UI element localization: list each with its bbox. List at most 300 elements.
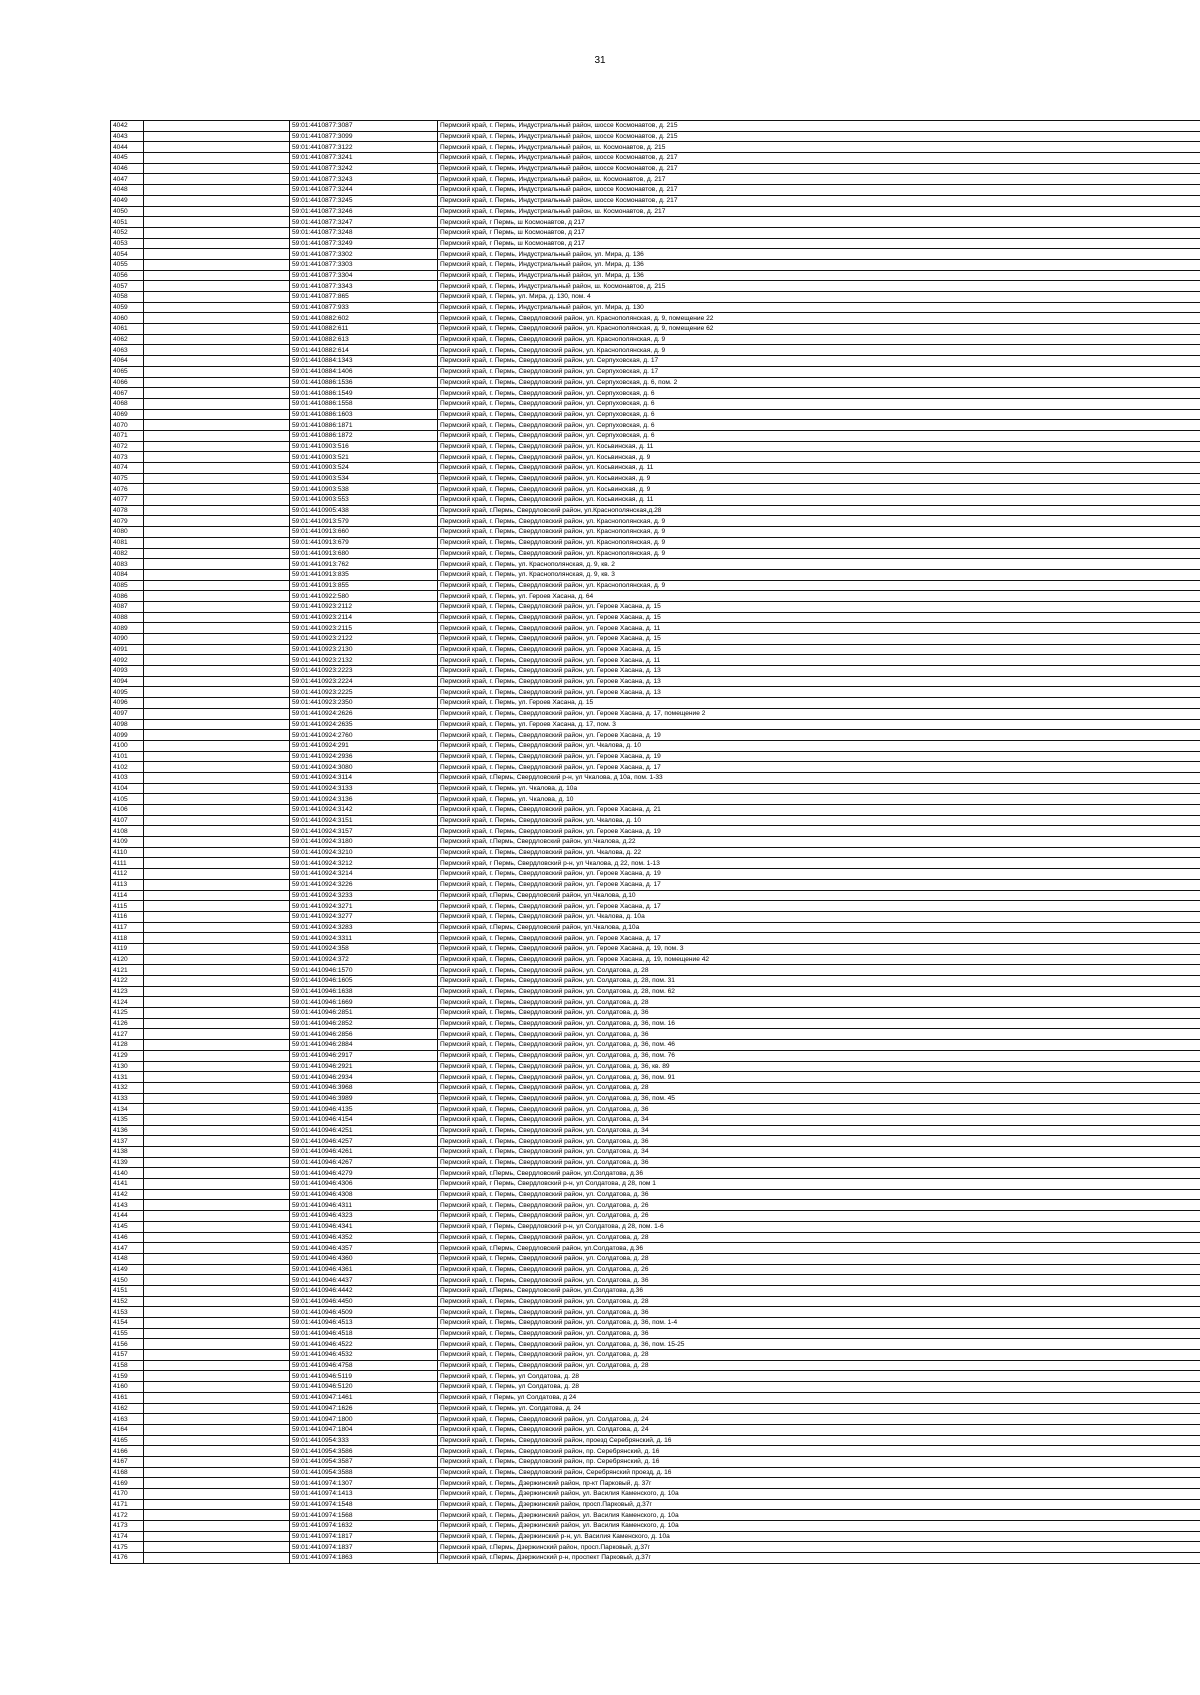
table-row bbox=[111, 986, 1200, 997]
row-number: 4122 bbox=[111, 976, 144, 987]
address: Пермский край, г. Пермь, Свердловский район, ул. Героев Хасана, д. 15 bbox=[438, 644, 1200, 655]
cadastral-number: 59:01:4410913:835 bbox=[290, 569, 438, 580]
table-row bbox=[111, 430, 1200, 441]
empty-cell bbox=[144, 281, 290, 292]
address: Пермский край, г. Пермь, Индустриальный район, ш. Космонавтов, д. 215 bbox=[438, 142, 1200, 153]
row-number: 4163 bbox=[111, 1414, 144, 1425]
row-number: 4132 bbox=[111, 1082, 144, 1093]
cadastral-number: 59:01:4410947:1804 bbox=[290, 1424, 438, 1435]
table-row bbox=[111, 324, 1200, 335]
table-row bbox=[111, 794, 1200, 805]
cadastral-number: 59:01:4410924:3233 bbox=[290, 890, 438, 901]
address: Пермский край, г.Пермь, Свердловский район, ул.Солдатова, д.36 bbox=[438, 1168, 1200, 1179]
row-number: 4155 bbox=[111, 1328, 144, 1339]
table-row bbox=[111, 1072, 1200, 1083]
empty-cell bbox=[144, 1403, 290, 1414]
empty-cell bbox=[144, 1253, 290, 1264]
table-row bbox=[111, 976, 1200, 987]
row-number: 4069 bbox=[111, 409, 144, 420]
cadastral-number: 59:01:4410924:2936 bbox=[290, 751, 438, 762]
cadastral-number: 59:01:4410924:291 bbox=[290, 740, 438, 751]
cadastral-number: 59:01:4410924:3142 bbox=[290, 805, 438, 816]
row-number: 4111 bbox=[111, 858, 144, 869]
cadastral-number: 59:01:4410946:5120 bbox=[290, 1382, 438, 1393]
table-row bbox=[111, 1264, 1200, 1275]
empty-cell bbox=[144, 740, 290, 751]
row-number: 4055 bbox=[111, 259, 144, 270]
row-number: 4120 bbox=[111, 954, 144, 965]
row-number: 4052 bbox=[111, 227, 144, 238]
address: Пермский край, г. Пермь, Индустриальный район, шоссе Космонавтов, д. 217 bbox=[438, 163, 1200, 174]
empty-cell bbox=[144, 1072, 290, 1083]
row-number: 4065 bbox=[111, 366, 144, 377]
address: Пермский край, г Пермь, ш Космонавтов, д 217 bbox=[438, 217, 1200, 228]
address: Пермский край, г. Пермь, Индустриальный район, шоссе Космонавтов, д. 217 bbox=[438, 185, 1200, 196]
address: Пермский край, г. Пермь, Свердловский район, ул. Героев Хасана, д. 17, помещение 2 bbox=[438, 708, 1200, 719]
empty-cell bbox=[144, 388, 290, 399]
cadastral-number: 59:01:4410946:2851 bbox=[290, 1008, 438, 1019]
empty-cell bbox=[144, 805, 290, 816]
row-number: 4075 bbox=[111, 473, 144, 484]
row-number: 4104 bbox=[111, 783, 144, 794]
row-number: 4118 bbox=[111, 933, 144, 944]
address: Пермский край, г. Пермь, Дзержинский район, просп.Парковый, д.37г bbox=[438, 1499, 1200, 1510]
empty-cell bbox=[144, 259, 290, 270]
cadastral-number: 59:01:4410924:3114 bbox=[290, 772, 438, 783]
address: Пермский край, г. Пермь, Индустриальный район, шоссе Космонавтов, д. 215 bbox=[438, 121, 1200, 132]
address: Пермский край, г. Пермь, Свердловский район, ул. Солдатова, д. 28 bbox=[438, 997, 1200, 1008]
row-number: 4049 bbox=[111, 195, 144, 206]
table-row bbox=[111, 441, 1200, 452]
cadastral-number: 59:01:4410946:4267 bbox=[290, 1157, 438, 1168]
address: Пермский край, г. Пермь, Индустриальный район, ш. Космонавтов, д. 217 bbox=[438, 206, 1200, 217]
row-number: 4091 bbox=[111, 644, 144, 655]
table-row bbox=[111, 1478, 1200, 1489]
cadastral-number: 59:01:4410913:762 bbox=[290, 559, 438, 570]
empty-cell bbox=[144, 1328, 290, 1339]
table-row bbox=[111, 409, 1200, 420]
cadastral-number: 59:01:4410924:3214 bbox=[290, 869, 438, 880]
row-number: 4129 bbox=[111, 1050, 144, 1061]
cadastral-number: 59:01:4410877:3247 bbox=[290, 217, 438, 228]
row-number: 4068 bbox=[111, 398, 144, 409]
address: Пермский край, г. Пермь, Свердловский район, ул. Солдатова, д. 28 bbox=[438, 1350, 1200, 1361]
empty-cell bbox=[144, 1456, 290, 1467]
cadastral-number: 59:01:4410924:3271 bbox=[290, 901, 438, 912]
cadastral-number: 59:01:4410877:3122 bbox=[290, 142, 438, 153]
table-row bbox=[111, 1360, 1200, 1371]
address: Пермский край, г.Пермь, Свердловский район, ул.Чкалова, д.10 bbox=[438, 890, 1200, 901]
address: Пермский край, г. Пермь, Свердловский район, ул. Краснополянская, д. 9 bbox=[438, 548, 1200, 559]
table-row bbox=[111, 1136, 1200, 1147]
table-row bbox=[111, 1553, 1200, 1564]
empty-cell bbox=[144, 1382, 290, 1393]
table-row bbox=[111, 473, 1200, 484]
empty-cell bbox=[144, 441, 290, 452]
table-row bbox=[111, 388, 1200, 399]
address: Пермский край, г. Пермь, Свердловский район, ул. Героев Хасана, д. 19 bbox=[438, 826, 1200, 837]
row-number: 4147 bbox=[111, 1243, 144, 1254]
table-row bbox=[111, 623, 1200, 634]
table-row bbox=[111, 281, 1200, 292]
table-row bbox=[111, 495, 1200, 506]
row-number: 4172 bbox=[111, 1510, 144, 1521]
cadastral-number: 59:01:4410923:2112 bbox=[290, 601, 438, 612]
cadastral-number: 59:01:4410924:3283 bbox=[290, 922, 438, 933]
row-number: 4146 bbox=[111, 1232, 144, 1243]
row-number: 4062 bbox=[111, 334, 144, 345]
cadastral-number: 59:01:4410877:3243 bbox=[290, 174, 438, 185]
cadastral-number: 59:01:4410947:1800 bbox=[290, 1414, 438, 1425]
cadastral-number: 59:01:4410946:4450 bbox=[290, 1296, 438, 1307]
address: Пермский край, г. Пермь, Свердловский район, ул. Солдатова, д. 34 bbox=[438, 1147, 1200, 1158]
table-row bbox=[111, 591, 1200, 602]
cadastral-number: 59:01:4410974:1548 bbox=[290, 1499, 438, 1510]
row-number: 4099 bbox=[111, 730, 144, 741]
cadastral-register-table bbox=[110, 120, 1200, 1564]
address: Пермский край, г.Пермь, Дзержинский район, просп.Парковый, д.37г bbox=[438, 1542, 1200, 1553]
table-row bbox=[111, 195, 1200, 206]
address: Пермский край, г. Пермь, ул. Мира, д. 130, пом. 4 bbox=[438, 292, 1200, 303]
table-row bbox=[111, 1018, 1200, 1029]
empty-cell bbox=[144, 1307, 290, 1318]
empty-cell bbox=[144, 1179, 290, 1190]
row-number: 4071 bbox=[111, 430, 144, 441]
cadastral-number: 59:01:4410877:3244 bbox=[290, 185, 438, 196]
row-number: 4150 bbox=[111, 1275, 144, 1286]
row-number: 4164 bbox=[111, 1424, 144, 1435]
empty-cell bbox=[144, 270, 290, 281]
cadastral-number: 59:01:4410923:2130 bbox=[290, 644, 438, 655]
empty-cell bbox=[144, 1371, 290, 1382]
table-row bbox=[111, 890, 1200, 901]
cadastral-number: 59:01:4410923:2224 bbox=[290, 676, 438, 687]
row-number: 4050 bbox=[111, 206, 144, 217]
cadastral-number: 59:01:4410923:2350 bbox=[290, 698, 438, 709]
empty-cell bbox=[144, 292, 290, 303]
address: Пермский край, г. Пермь, Индустриальный район, шоссе Космонавтов, д. 217 bbox=[438, 153, 1200, 164]
cadastral-number: 59:01:4410877:3304 bbox=[290, 270, 438, 281]
row-number: 4130 bbox=[111, 1061, 144, 1072]
table-row bbox=[111, 1061, 1200, 1072]
cadastral-number: 59:01:4410946:4357 bbox=[290, 1243, 438, 1254]
table-row bbox=[111, 943, 1200, 954]
table-row bbox=[111, 826, 1200, 837]
cadastral-number: 59:01:4410877:3087 bbox=[290, 121, 438, 132]
empty-cell bbox=[144, 676, 290, 687]
row-number: 4103 bbox=[111, 772, 144, 783]
address: Пермский край, г. Пермь, Свердловский район, ул. Краснополянская, д. 9 bbox=[438, 527, 1200, 538]
empty-cell bbox=[144, 901, 290, 912]
address: Пермский край, г. Пермь, Свердловский район, ул. Солдатова, д. 24 bbox=[438, 1414, 1200, 1425]
row-number: 4161 bbox=[111, 1392, 144, 1403]
cadastral-number: 59:01:4410946:4513 bbox=[290, 1318, 438, 1329]
cadastral-number: 59:01:4410946:3989 bbox=[290, 1093, 438, 1104]
table-row bbox=[111, 698, 1200, 709]
address: Пермский край, г. Пермь, Индустриальный район, ул. Мира, д. 136 bbox=[438, 270, 1200, 281]
empty-cell bbox=[144, 1489, 290, 1500]
table-row bbox=[111, 131, 1200, 142]
address: Пермский край, г.Пермь, Свердловский район, ул.Солдатова, д.36 bbox=[438, 1243, 1200, 1254]
empty-cell bbox=[144, 847, 290, 858]
table-row bbox=[111, 516, 1200, 527]
address: Пермский край, г. Пермь, Свердловский район, ул. Краснополянская, д. 9 bbox=[438, 334, 1200, 345]
empty-cell bbox=[144, 922, 290, 933]
table-row bbox=[111, 933, 1200, 944]
cadastral-number: 59:01:4410946:4532 bbox=[290, 1350, 438, 1361]
cadastral-number: 59:01:4410882:602 bbox=[290, 313, 438, 324]
address: Пермский край, г. Пермь, Свердловский район, ул. Солдатова, д. 36, пом. 15-25 bbox=[438, 1339, 1200, 1350]
row-number: 4053 bbox=[111, 238, 144, 249]
row-number: 4173 bbox=[111, 1521, 144, 1532]
empty-cell bbox=[144, 366, 290, 377]
row-number: 4124 bbox=[111, 997, 144, 1008]
table-row bbox=[111, 676, 1200, 687]
row-number: 4114 bbox=[111, 890, 144, 901]
cadastral-number: 59:01:4410946:2852 bbox=[290, 1018, 438, 1029]
table-row bbox=[111, 238, 1200, 249]
cadastral-number: 59:01:4410974:1632 bbox=[290, 1521, 438, 1532]
table-row bbox=[111, 121, 1200, 132]
table-row bbox=[111, 997, 1200, 1008]
table-row bbox=[111, 452, 1200, 463]
row-number: 4143 bbox=[111, 1200, 144, 1211]
address: Пермский край, г.Пермь, Дзержинский р-н, проспект Парковый, д.37г bbox=[438, 1553, 1200, 1564]
empty-cell bbox=[144, 195, 290, 206]
address: Пермский край, г. Пермь, Свердловский район, ул. Героев Хасана, д. 17 bbox=[438, 879, 1200, 890]
table-row bbox=[111, 527, 1200, 538]
table-row bbox=[111, 1542, 1200, 1553]
address: Пермский край, г. Пермь, ул. Чкалова, д. 10 bbox=[438, 794, 1200, 805]
empty-cell bbox=[144, 569, 290, 580]
table-row bbox=[111, 1104, 1200, 1115]
row-number: 4090 bbox=[111, 634, 144, 645]
empty-cell bbox=[144, 943, 290, 954]
empty-cell bbox=[144, 1467, 290, 1478]
cadastral-number: 59:01:4410886:1603 bbox=[290, 409, 438, 420]
empty-cell bbox=[144, 1553, 290, 1564]
empty-cell bbox=[144, 698, 290, 709]
cadastral-number: 59:01:4410946:2856 bbox=[290, 1029, 438, 1040]
row-number: 4156 bbox=[111, 1339, 144, 1350]
table-row bbox=[111, 1371, 1200, 1382]
row-number: 4094 bbox=[111, 676, 144, 687]
cadastral-number: 59:01:4410903:553 bbox=[290, 495, 438, 506]
address: Пермский край, г. Пермь, Свердловский район, ул. Солдатова, д. 36, пом. 45 bbox=[438, 1093, 1200, 1104]
row-number: 4044 bbox=[111, 142, 144, 153]
row-number: 4176 bbox=[111, 1553, 144, 1564]
table-row bbox=[111, 580, 1200, 591]
table-row bbox=[111, 1040, 1200, 1051]
table-row bbox=[111, 1253, 1200, 1264]
cadastral-number: 59:01:4410882:611 bbox=[290, 324, 438, 335]
cadastral-number: 59:01:4410946:4308 bbox=[290, 1189, 438, 1200]
table-row bbox=[111, 270, 1200, 281]
row-number: 4072 bbox=[111, 441, 144, 452]
empty-cell bbox=[144, 495, 290, 506]
empty-cell bbox=[144, 249, 290, 260]
cadastral-number: 59:01:4410947:1626 bbox=[290, 1403, 438, 1414]
cadastral-number: 59:01:4410877:3099 bbox=[290, 131, 438, 142]
address: Пермский край, г. Пермь, ул. Чкалова, д. 10а bbox=[438, 783, 1200, 794]
table-row bbox=[111, 783, 1200, 794]
empty-cell bbox=[144, 377, 290, 388]
cadastral-number: 59:01:4410923:2225 bbox=[290, 687, 438, 698]
table-row bbox=[111, 1392, 1200, 1403]
cadastral-number: 59:01:4410946:4360 bbox=[290, 1253, 438, 1264]
cadastral-number: 59:01:4410913:579 bbox=[290, 516, 438, 527]
row-number: 4061 bbox=[111, 324, 144, 335]
row-number: 4097 bbox=[111, 708, 144, 719]
empty-cell bbox=[144, 1243, 290, 1254]
empty-cell bbox=[144, 324, 290, 335]
empty-cell bbox=[144, 1018, 290, 1029]
cadastral-number: 59:01:4410924:3136 bbox=[290, 794, 438, 805]
row-number: 4175 bbox=[111, 1542, 144, 1553]
address: Пермский край, г. Пермь, Свердловский район, ул. Серпуховская, д. 17 bbox=[438, 356, 1200, 367]
address: Пермский край, г. Пермь, Свердловский район, ул. Героев Хасана, д. 15 bbox=[438, 612, 1200, 623]
empty-cell bbox=[144, 153, 290, 164]
cadastral-number: 59:01:4410924:3212 bbox=[290, 858, 438, 869]
table-row bbox=[111, 815, 1200, 826]
row-number: 4078 bbox=[111, 505, 144, 516]
cadastral-number: 59:01:4410946:4154 bbox=[290, 1114, 438, 1125]
table-row bbox=[111, 345, 1200, 356]
address: Пермский край, г Пермь, ш Космонавтов, д 217 bbox=[438, 227, 1200, 238]
table-row bbox=[111, 708, 1200, 719]
cadastral-number: 59:01:4410923:2115 bbox=[290, 623, 438, 634]
empty-cell bbox=[144, 452, 290, 463]
table-row bbox=[111, 313, 1200, 324]
row-number: 4043 bbox=[111, 131, 144, 142]
table-row bbox=[111, 1435, 1200, 1446]
table-row bbox=[111, 1221, 1200, 1232]
empty-cell bbox=[144, 1125, 290, 1136]
cadastral-number: 59:01:4410877:3248 bbox=[290, 227, 438, 238]
table-row bbox=[111, 1189, 1200, 1200]
row-number: 4148 bbox=[111, 1253, 144, 1264]
cadastral-number: 59:01:4410946:2884 bbox=[290, 1040, 438, 1051]
empty-cell bbox=[144, 505, 290, 516]
address: Пермский край, г Пермь, ш Космонавтов, д 217 bbox=[438, 238, 1200, 249]
row-number: 4121 bbox=[111, 965, 144, 976]
table-row bbox=[111, 1307, 1200, 1318]
row-number: 4102 bbox=[111, 762, 144, 773]
table-row bbox=[111, 174, 1200, 185]
address: Пермский край, г. Пермь, Индустриальный район, ш. Космонавтов, д. 217 bbox=[438, 174, 1200, 185]
row-number: 4165 bbox=[111, 1435, 144, 1446]
empty-cell bbox=[144, 719, 290, 730]
row-number: 4080 bbox=[111, 527, 144, 538]
empty-cell bbox=[144, 1008, 290, 1019]
cadastral-number: 59:01:4410884:1343 bbox=[290, 356, 438, 367]
row-number: 4160 bbox=[111, 1382, 144, 1393]
cadastral-number: 59:01:4410946:4437 bbox=[290, 1275, 438, 1286]
cadastral-number: 59:01:4410924:3277 bbox=[290, 911, 438, 922]
row-number: 4098 bbox=[111, 719, 144, 730]
address: Пермский край, г. Пермь, Свердловский район, ул. Героев Хасана, д. 19 bbox=[438, 751, 1200, 762]
cadastral-number: 59:01:4410923:2132 bbox=[290, 655, 438, 666]
table-row bbox=[111, 1082, 1200, 1093]
row-number: 4166 bbox=[111, 1446, 144, 1457]
address: Пермский край, г. Пермь, Свердловский район, ул. Солдатова, д. 36, кв. 89 bbox=[438, 1061, 1200, 1072]
empty-cell bbox=[144, 559, 290, 570]
cadastral-number: 59:01:4410946:1669 bbox=[290, 997, 438, 1008]
table-row bbox=[111, 153, 1200, 164]
address: Пермский край, г. Пермь, Свердловский район, ул. Героев Хасана, д. 19 bbox=[438, 730, 1200, 741]
row-number: 4171 bbox=[111, 1499, 144, 1510]
table-row bbox=[111, 1114, 1200, 1125]
row-number: 4174 bbox=[111, 1531, 144, 1542]
empty-cell bbox=[144, 762, 290, 773]
cadastral-number: 59:01:4410974:1307 bbox=[290, 1478, 438, 1489]
cadastral-number: 59:01:4410877:3343 bbox=[290, 281, 438, 292]
cadastral-number: 59:01:4410946:4352 bbox=[290, 1232, 438, 1243]
empty-cell bbox=[144, 1350, 290, 1361]
address: Пермский край, г. Пермь, Свердловский район, ул. Солдатова, д. 28 bbox=[438, 1360, 1200, 1371]
empty-cell bbox=[144, 911, 290, 922]
row-number: 4167 bbox=[111, 1456, 144, 1467]
cadastral-number: 59:01:4410923:2114 bbox=[290, 612, 438, 623]
address: Пермский край, г.Пермь, Свердловский район, ул.Краснополянская,д.28 bbox=[438, 505, 1200, 516]
table-row bbox=[111, 879, 1200, 890]
address: Пермский край, г. Пермь, Индустриальный район, ш. Космонавтов, д. 215 bbox=[438, 281, 1200, 292]
cadastral-number: 59:01:4410886:1549 bbox=[290, 388, 438, 399]
row-number: 4046 bbox=[111, 163, 144, 174]
address: Пермский край, г. Пермь, ул. Солдатова, д. 24 bbox=[438, 1403, 1200, 1414]
row-number: 4086 bbox=[111, 591, 144, 602]
address: Пермский край, г. Пермь, Свердловский район, пр. Серебрянский, д. 16 bbox=[438, 1456, 1200, 1467]
address: Пермский край, г. Пермь, Дзержинский район, ул. Василия Каменского, д. 10а bbox=[438, 1489, 1200, 1500]
cadastral-number: 59:01:4410924:372 bbox=[290, 954, 438, 965]
table-row bbox=[111, 1414, 1200, 1425]
page-number: 31 bbox=[594, 55, 606, 66]
row-number: 4151 bbox=[111, 1285, 144, 1296]
address: Пермский край, г. Пермь, Свердловский район, ул. Серпуховская, д. 6, пом. 2 bbox=[438, 377, 1200, 388]
address: Пермский край, г. Пермь, Свердловский район, ул. Солдатова, д. 36 bbox=[438, 1104, 1200, 1115]
address: Пермский край, г. Пермь, Свердловский район, ул. Солдатова, д. 36 bbox=[438, 1328, 1200, 1339]
table-row bbox=[111, 740, 1200, 751]
address: Пермский край, г. Пермь, Свердловский район, ул. Краснополянская, д. 9, помещение 22 bbox=[438, 313, 1200, 324]
table-row bbox=[111, 398, 1200, 409]
address: Пермский край, г. Пермь, Свердловский район, ул. Героев Хасана, д. 15 bbox=[438, 634, 1200, 645]
empty-cell bbox=[144, 334, 290, 345]
table-row bbox=[111, 537, 1200, 548]
address: Пермский край, г.Пермь, Свердловский р-н, ул Чкалова, д 10а, пом. 1-33 bbox=[438, 772, 1200, 783]
address: Пермский край, г. Пермь, Свердловский район, ул. Чкалова, д. 10а bbox=[438, 911, 1200, 922]
row-number: 4045 bbox=[111, 153, 144, 164]
empty-cell bbox=[144, 398, 290, 409]
address: Пермский край, г. Пермь, Свердловский район, ул. Героев Хасана, д. 13 bbox=[438, 687, 1200, 698]
cadastral-number: 59:01:4410882:613 bbox=[290, 334, 438, 345]
address: Пермский край, г. Пермь, Свердловский район, ул. Героев Хасана, д. 17 bbox=[438, 762, 1200, 773]
address: Пермский край, г. Пермь, Свердловский район, ул. Серпуховская, д. 6 bbox=[438, 420, 1200, 431]
table-row bbox=[111, 1050, 1200, 1061]
table-row bbox=[111, 634, 1200, 645]
table-row bbox=[111, 1125, 1200, 1136]
empty-cell bbox=[144, 751, 290, 762]
table-row bbox=[111, 1350, 1200, 1361]
address: Пермский край, г. Пермь, ул. Краснополянская, д. 9, кв. 3 bbox=[438, 569, 1200, 580]
address: Пермский край, г. Пермь, Свердловский район, ул. Героев Хасана, д. 19, пом. 3 bbox=[438, 943, 1200, 954]
empty-cell bbox=[144, 356, 290, 367]
empty-cell bbox=[144, 869, 290, 880]
row-number: 4112 bbox=[111, 869, 144, 880]
empty-cell bbox=[144, 794, 290, 805]
empty-cell bbox=[144, 933, 290, 944]
table-row bbox=[111, 666, 1200, 677]
address: Пермский край, г. Пермь, Свердловский район, ул. Солдатова, д. 26 bbox=[438, 1211, 1200, 1222]
